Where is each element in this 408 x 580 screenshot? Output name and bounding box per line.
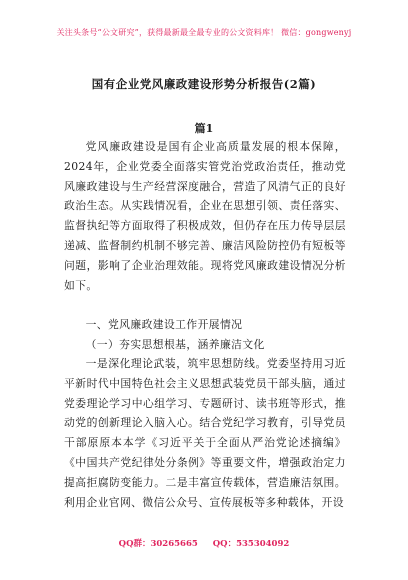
level-2-heading: （一）夯实思想根基，涵养廉洁文化: [85, 338, 265, 351]
section-heading: 篇1: [194, 122, 214, 135]
footer-qq-group: QQ群：30265665: [118, 539, 198, 549]
footer-qq-number: QQ：535304092: [212, 539, 290, 549]
footer-contact: [0, 537, 408, 549]
document-title: 国有企业党风廉政建设形势分析报告(2篇): [91, 77, 317, 91]
header-promo-note: 关注头条号“公文研究”，获得最新最全最专业的公文资料库！ 微信：gongwenyj: [56, 28, 352, 37]
level-1-heading: 一、党风廉政建设工作开展情况: [85, 318, 243, 331]
intro-paragraph: 党风廉政建设是国有企业高质量发展的根本保障，2024年，企业党委全面落实管党治党政治责任，推动党风廉政建设与生产经营深度融合，营造了风清气正的良好政治生态。从实践情况看，企业在思想引领、责任落实、监督执纪等方面取得了积极成效，但仍存在压力传导层层递减、监督制约机制不够完善、廉洁风险防控仍有短板等问题，影响了企业治理效能。现将党风廉政建设情况分析如下。: [64, 140, 346, 292]
body-paragraph: 一是深化理论武装，筑牢思想防线。党委坚持用习近平新时代中国特色社会主义思想武装党员干部头脑，通过党委理论学习中心组学习、专题研讨、读书班等形式，推动党的创新理论入脑入心。结合党纪学习教育，引导党员干部原原本本学《习近平关于全面从严治党论述摘编》《中国共产党纪律处分条例》等重要文件，增强政治定力提高拒腐防变能力。二是丰富宣传载体，营造廉洁氛围。利用企业官网、微信公众号、宣传展板等多种载体，开设: [64, 357, 346, 509]
